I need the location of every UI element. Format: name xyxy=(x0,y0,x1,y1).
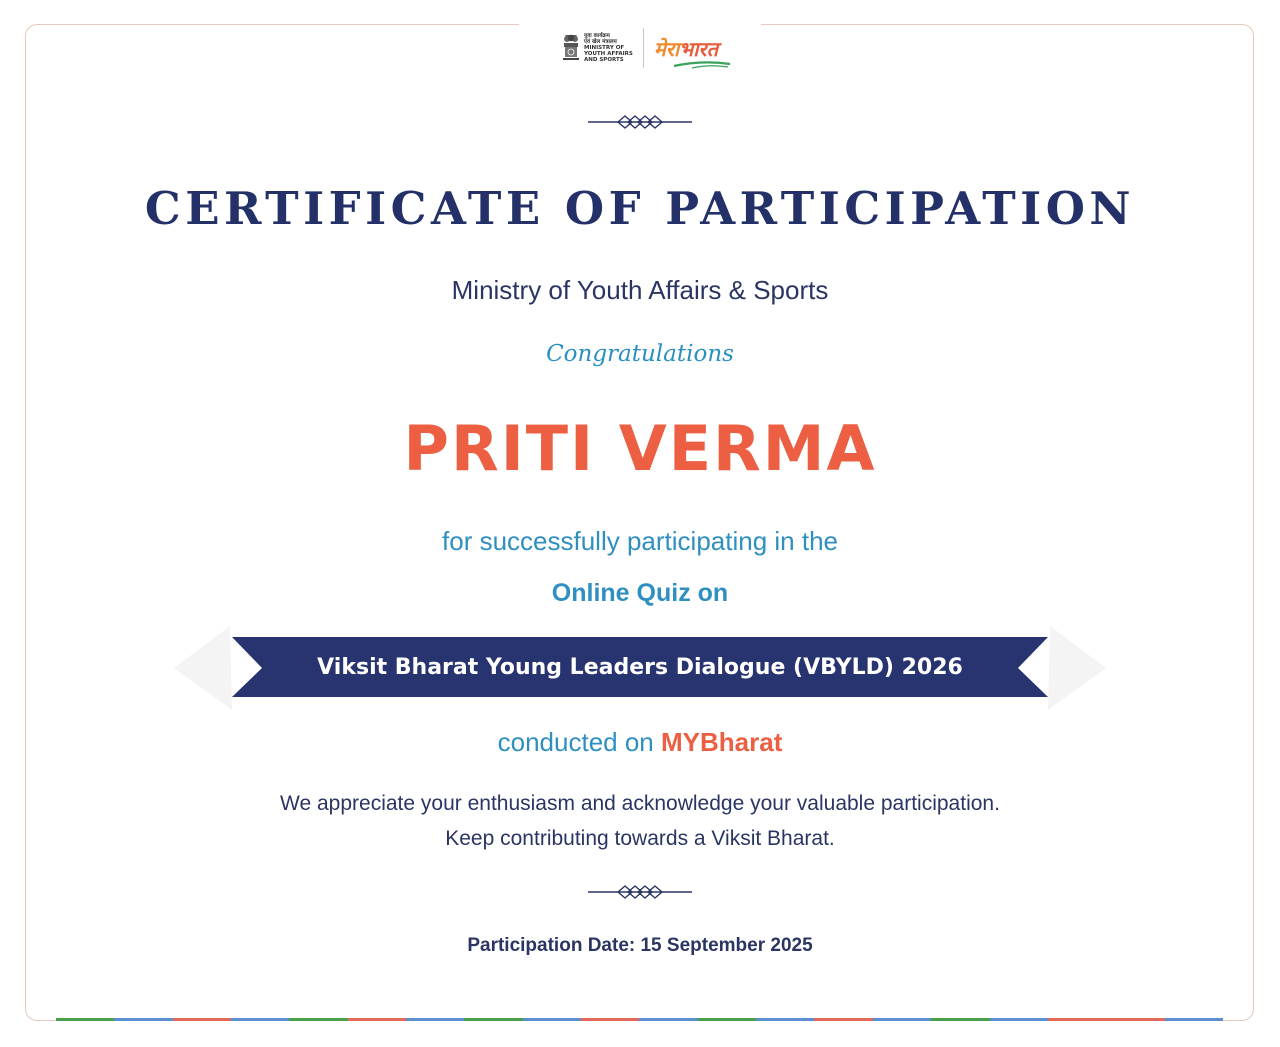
conducted-prefix: conducted on xyxy=(497,727,654,757)
strip-segment xyxy=(639,1018,697,1021)
strip-segment xyxy=(873,1018,931,1021)
ministry-logo-en-2: YOUTH AFFAIRS xyxy=(584,51,633,57)
strip-segment xyxy=(698,1018,756,1021)
ministry-logo-en-3: AND SPORTS xyxy=(584,57,624,63)
strip-segment xyxy=(990,1018,1048,1021)
event-type-line: Online Quiz on xyxy=(551,579,729,607)
ministry-logo-hindi-1: युवा कार्यक्रम xyxy=(584,33,610,39)
congratulations-text: Congratulations xyxy=(546,341,734,367)
strip-segment xyxy=(814,1018,872,1021)
swoosh-icon xyxy=(672,60,732,70)
divider-ornament-top xyxy=(588,112,692,132)
ministry-logo-text xyxy=(584,33,633,63)
certificate-frame xyxy=(25,24,1254,1021)
participation-date: Participation Date: 15 September 2025 xyxy=(467,935,813,956)
mybharat-logo-my: मेरा xyxy=(653,36,680,61)
strip-segment xyxy=(523,1018,581,1021)
header-logos xyxy=(519,12,761,84)
strip-segment xyxy=(1048,1018,1106,1021)
participation-line: for successfully participating in the xyxy=(442,526,838,556)
strip-segment xyxy=(289,1018,347,1021)
mybharat-logo-bharat: भारत xyxy=(679,36,718,61)
bottom-color-strip xyxy=(56,1018,1223,1021)
strip-segment xyxy=(173,1018,231,1021)
strip-segment xyxy=(931,1018,989,1021)
ministry-logo xyxy=(562,28,644,68)
strip-segment xyxy=(406,1018,464,1021)
strip-segment xyxy=(231,1018,289,1021)
ministry-logo-hindi-2: एवं खेल मंत्रालय xyxy=(584,39,617,45)
appreciation-text: We appreciate your enthusiasm and acknowledge your valuable participation. xyxy=(280,792,1000,815)
mybharat-logo xyxy=(654,35,718,62)
strip-segment xyxy=(348,1018,406,1021)
national-emblem-icon xyxy=(562,33,580,63)
encouragement-text: Keep contributing towards a Viksit Bharat. xyxy=(445,827,835,850)
strip-segment xyxy=(56,1018,114,1021)
strip-segment xyxy=(464,1018,522,1021)
strip-segment xyxy=(756,1018,814,1021)
ministry-logo-en-1: MINISTRY OF xyxy=(584,45,625,51)
strip-segment xyxy=(114,1018,172,1021)
event-name: Viksit Bharat Young Leaders Dialogue (VBYLD) 2026 xyxy=(317,654,963,680)
divider-ornament-bottom xyxy=(588,882,692,902)
platform-name: MYBharat xyxy=(661,727,783,757)
conducted-line xyxy=(0,725,1280,759)
issuer-name: Ministry of Youth Affairs & Sports xyxy=(451,275,829,305)
strip-segment xyxy=(1106,1018,1164,1021)
recipient-name: PRITI VERMA xyxy=(403,412,877,485)
certificate-title: CERTIFICATE OF PARTICIPATION xyxy=(144,182,1136,235)
strip-segment xyxy=(581,1018,639,1021)
strip-segment xyxy=(1165,1018,1223,1021)
